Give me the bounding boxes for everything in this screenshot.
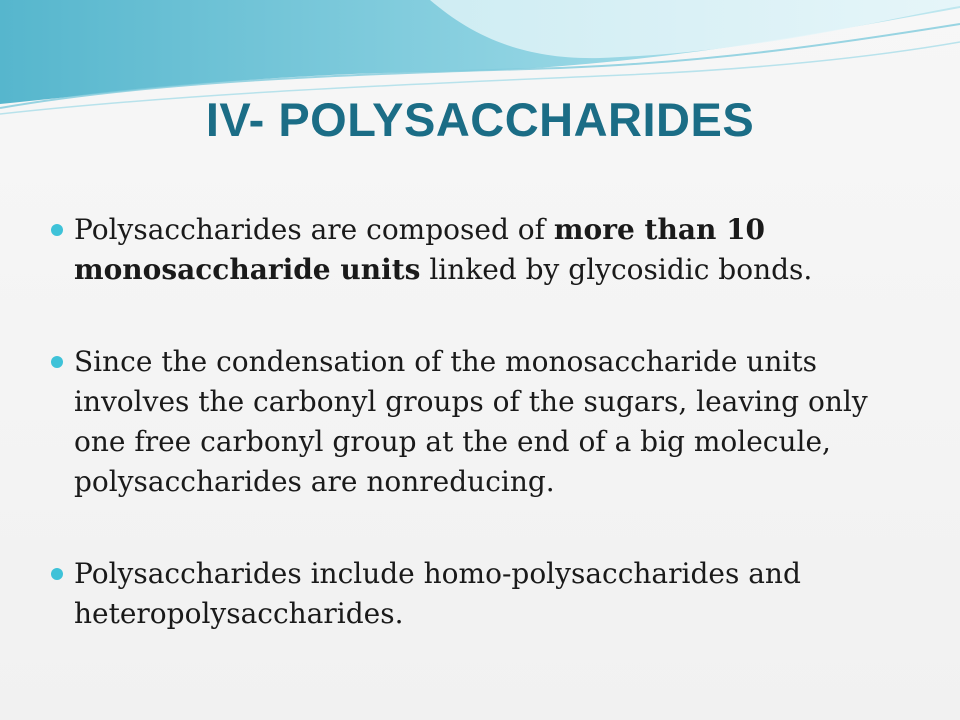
- bullet-text: Polysaccharides include homo-polysaccharides and heteropolysaccharides.: [74, 557, 801, 630]
- bullet-text: Since the condensation of the monosaccharide units involves the carbonyl groups of the sugars, leaving only one free carbonyl group at the end of a big molecule, polysaccharides are nonreducing.: [74, 345, 868, 498]
- bullet-text-post: linked by glycosidic bonds.: [420, 253, 813, 286]
- bullet-item: [48, 554, 918, 634]
- bullet-text-bold: more than 10 monosaccharide units: [74, 213, 766, 286]
- bullet-item: [48, 342, 918, 502]
- bullet-dot-icon: [51, 356, 63, 368]
- slide-title: IV- POLYSACCHARIDES: [205, 93, 755, 146]
- bullet-list: [48, 210, 918, 686]
- bullet-text-pre: Polysaccharides are composed of: [74, 213, 554, 246]
- bullet-item: [48, 210, 918, 290]
- bullet-dot-icon: [51, 568, 63, 580]
- bullet-dot-icon: [51, 224, 63, 236]
